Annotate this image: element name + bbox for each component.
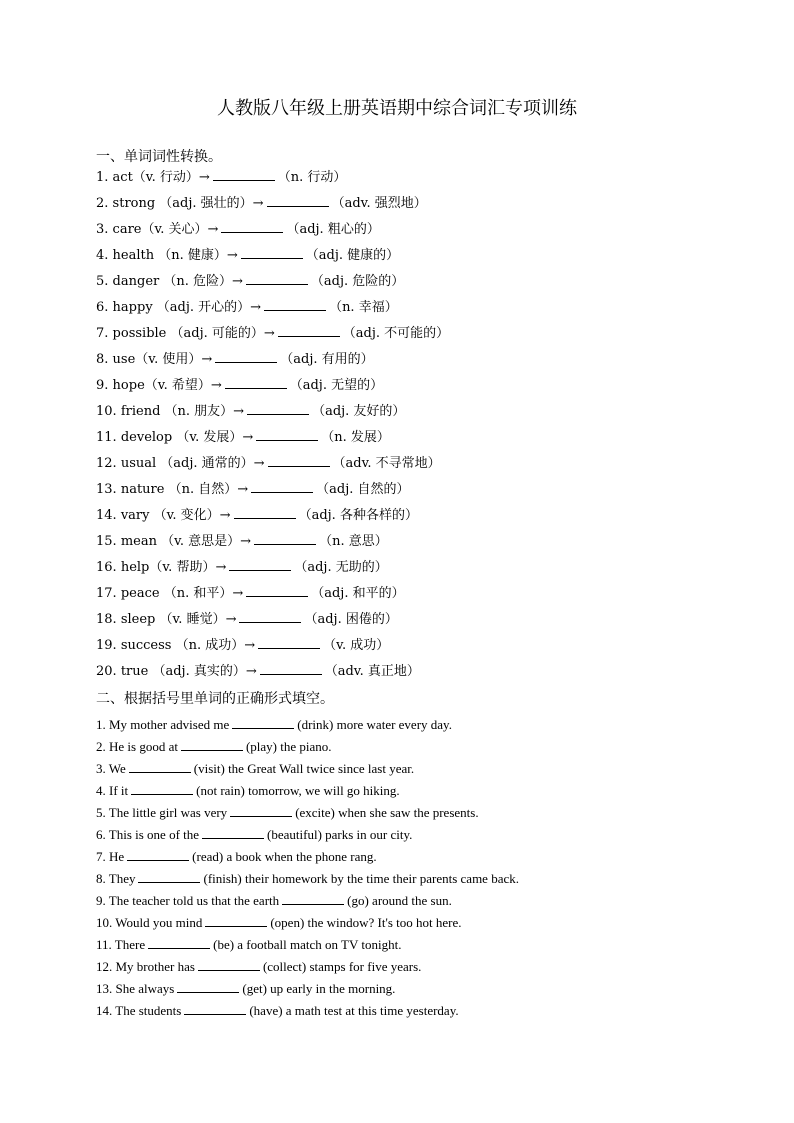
item-hint: （adj. 有用的） [280, 352, 374, 367]
answer-blank[interactable] [254, 530, 316, 545]
item-prompt: The students [115, 1003, 182, 1018]
list-item [96, 956, 519, 978]
list-item [96, 802, 519, 824]
item-prompt: happy （adj. 开心的）→ [112, 300, 262, 315]
item-prompt: He [109, 849, 125, 864]
answer-blank[interactable] [181, 736, 243, 751]
item-hint: (get) up early in the morning. [242, 981, 396, 996]
item-number: 1. [96, 170, 109, 185]
item-number: 14. [96, 508, 117, 523]
item-hint: （adv. 强烈地） [331, 196, 427, 211]
list-item [96, 503, 449, 529]
item-number: 10. [96, 404, 117, 419]
item-number: 16. [96, 560, 117, 575]
item-hint: （n. 意思） [319, 534, 388, 549]
item-hint: (collect) stamps for five years. [262, 959, 422, 974]
list-item [96, 1000, 519, 1022]
answer-blank[interactable] [260, 660, 322, 675]
answer-blank[interactable] [138, 868, 200, 883]
item-prompt: friend （n. 朋友）→ [120, 404, 245, 419]
item-hint: (drink) more water every day. [297, 717, 452, 732]
item-prompt: He is good at [109, 739, 178, 754]
item-number: 12. [96, 456, 117, 471]
answer-blank[interactable] [225, 374, 287, 389]
item-number: 7. [96, 326, 109, 341]
answer-blank[interactable] [256, 426, 318, 441]
item-hint: （n. 行动） [277, 170, 347, 185]
list-item [96, 758, 519, 780]
item-prompt: health （n. 健康）→ [112, 248, 238, 263]
item-prompt: This is one of the [108, 827, 200, 842]
item-number: 13. [96, 482, 117, 497]
answer-blank[interactable] [232, 714, 294, 729]
item-number: 3. [96, 222, 109, 237]
answer-blank[interactable] [229, 556, 291, 571]
item-hint: （adv. 真正地） [324, 664, 420, 679]
list-item [96, 824, 519, 846]
item-hint: （adj. 粗心的） [286, 222, 380, 237]
answer-blank[interactable] [148, 934, 210, 949]
answer-blank[interactable] [246, 270, 308, 285]
item-number: 5. [96, 805, 106, 820]
item-prompt: They [108, 871, 136, 886]
item-prompt: true （adj. 真实的）→ [120, 664, 257, 679]
list-item [96, 399, 449, 425]
list-item [96, 714, 519, 736]
item-prompt: My mother advised me [109, 717, 230, 732]
answer-blank[interactable] [268, 452, 330, 467]
list-item [96, 934, 519, 956]
item-hint: (play) the piano. [245, 739, 332, 754]
item-prompt: peace （n. 和平）→ [120, 586, 244, 601]
list-item [96, 347, 449, 373]
answer-blank[interactable] [278, 322, 340, 337]
item-hint: （adj. 和平的） [311, 586, 405, 601]
list-item [96, 191, 449, 217]
answer-blank[interactable] [177, 978, 239, 993]
list-item [96, 451, 449, 477]
answer-blank[interactable] [264, 296, 326, 311]
item-hint: （adj. 无助的） [294, 560, 388, 575]
list-item [96, 978, 519, 1000]
list-item [96, 846, 519, 868]
answer-blank[interactable] [247, 400, 309, 415]
item-prompt: Would you mind [115, 915, 203, 930]
item-prompt: act（v. 行动）→ [112, 170, 210, 185]
section2-heading: 二、根据括号里单词的正确形式填空。 [96, 691, 334, 707]
list-item [96, 581, 449, 607]
item-hint: （adj. 各种各样的） [298, 508, 418, 523]
item-hint: (beautiful) parks in our city. [267, 827, 413, 842]
answer-blank[interactable] [198, 956, 260, 971]
item-number: 10. [96, 915, 113, 930]
item-number: 13. [96, 981, 113, 996]
answer-blank[interactable] [251, 478, 313, 493]
answer-blank[interactable] [205, 912, 267, 927]
item-prompt: danger （n. 危险）→ [112, 274, 243, 289]
list-item [96, 890, 519, 912]
list-item [96, 736, 519, 758]
item-hint: （adj. 健康的） [305, 248, 400, 263]
item-number: 6. [96, 300, 109, 315]
item-hint: (open) the window? It's too hot here. [270, 915, 462, 930]
item-hint: （adj. 无望的） [289, 378, 384, 393]
answer-blank[interactable] [282, 890, 344, 905]
item-number: 2. [96, 196, 109, 211]
item-number: 7. [96, 849, 106, 864]
item-hint: （adj. 自然的） [316, 482, 410, 497]
item-hint: （adj. 危险的） [310, 274, 405, 289]
item-prompt: If it [109, 783, 129, 798]
item-hint: (read) a book when the phone rang. [192, 849, 377, 864]
item-number: 8. [96, 871, 106, 886]
item-hint: （adj. 不可能的） [342, 326, 450, 341]
list-item [96, 912, 519, 934]
item-prompt: There [114, 937, 146, 952]
item-prompt: develop （v. 发展）→ [120, 430, 254, 445]
answer-blank[interactable] [258, 634, 320, 649]
item-hint: (be) a football match on TV tonight. [213, 937, 402, 952]
item-hint: (go) around the sun. [347, 893, 452, 908]
item-number: 15. [96, 534, 117, 549]
list-item [96, 425, 449, 451]
item-prompt: The teacher told us that the earth [108, 893, 280, 908]
list-item [96, 243, 449, 269]
answer-blank[interactable] [131, 780, 193, 795]
section1-list [96, 165, 449, 685]
item-hint: （n. 幸福） [329, 300, 398, 315]
item-hint: （v. 成功） [323, 638, 390, 653]
item-hint: （adj. 困倦的） [304, 612, 398, 627]
item-prompt: success （n. 成功）→ [120, 638, 256, 653]
answer-blank[interactable] [241, 244, 303, 259]
page-title: 人教版八年级上册英语期中综合词汇专项训练 [217, 98, 577, 119]
item-number: 9. [96, 378, 109, 393]
item-number: 6. [96, 827, 106, 842]
list-item [96, 868, 519, 890]
answer-blank[interactable] [267, 192, 329, 207]
list-item [96, 633, 449, 659]
item-number: 8. [96, 352, 109, 367]
answer-blank[interactable] [221, 218, 283, 233]
item-number: 14. [96, 1003, 113, 1018]
item-prompt: She always [115, 981, 175, 996]
item-hint: （adv. 不寻常地） [332, 456, 441, 471]
answer-blank[interactable] [246, 582, 308, 597]
answer-blank[interactable] [202, 824, 264, 839]
list-item [96, 659, 449, 685]
item-number: 19. [96, 638, 117, 653]
item-hint: （adj. 友好的） [312, 404, 406, 419]
list-item [96, 477, 449, 503]
item-prompt: My brother has [115, 959, 195, 974]
list-item [96, 295, 449, 321]
item-number: 4. [96, 248, 109, 263]
item-prompt: use（v. 使用）→ [112, 352, 213, 367]
item-prompt: sleep （v. 睡觉）→ [120, 612, 237, 627]
answer-blank[interactable] [127, 846, 189, 861]
list-item [96, 607, 449, 633]
item-hint: (finish) their homework by the time their parents came back. [203, 871, 519, 886]
item-number: 11. [96, 937, 112, 952]
item-number: 5. [96, 274, 109, 289]
item-hint: (excite) when she saw the presents. [295, 805, 479, 820]
answer-blank[interactable] [239, 608, 301, 623]
item-prompt: mean （v. 意思是）→ [120, 534, 252, 549]
item-number: 12. [96, 959, 113, 974]
item-hint: (not rain) tomorrow, we will go hiking. [196, 783, 400, 798]
item-number: 2. [96, 739, 106, 754]
item-prompt: possible （adj. 可能的）→ [112, 326, 275, 341]
item-hint: （n. 发展） [321, 430, 390, 445]
list-item [96, 217, 449, 243]
item-number: 9. [96, 893, 106, 908]
answer-blank[interactable] [213, 166, 275, 181]
item-prompt: We [108, 761, 126, 776]
list-item [96, 373, 449, 399]
answer-blank[interactable] [215, 348, 277, 363]
list-item [96, 529, 449, 555]
item-prompt: hope（v. 希望）→ [112, 378, 222, 393]
item-prompt: vary （v. 变化）→ [120, 508, 231, 523]
list-item [96, 780, 519, 802]
item-number: 17. [96, 586, 117, 601]
section1-heading: 一、单词词性转换。 [96, 149, 222, 165]
answer-blank[interactable] [230, 802, 292, 817]
item-number: 18. [96, 612, 117, 627]
item-number: 11. [96, 430, 117, 445]
item-number: 3. [96, 761, 106, 776]
item-number: 4. [96, 783, 106, 798]
item-number: 1. [96, 717, 106, 732]
item-prompt: strong （adj. 强壮的）→ [112, 196, 264, 211]
list-item [96, 321, 449, 347]
item-prompt: care（v. 关心）→ [112, 222, 219, 237]
item-prompt: help（v. 帮助）→ [120, 560, 227, 575]
item-prompt: usual （adj. 通常的）→ [120, 456, 265, 471]
list-item [96, 165, 449, 191]
answer-blank[interactable] [129, 758, 191, 773]
item-number: 20. [96, 664, 117, 679]
list-item [96, 555, 449, 581]
section2-list [96, 714, 519, 1022]
list-item [96, 269, 449, 295]
item-prompt: The little girl was very [108, 805, 228, 820]
item-hint: (visit) the Great Wall twice since last year. [193, 761, 415, 776]
item-prompt: nature （n. 自然）→ [120, 482, 249, 497]
answer-blank[interactable] [234, 504, 296, 519]
item-hint: (have) a math test at this time yesterday. [249, 1003, 459, 1018]
answer-blank[interactable] [184, 1000, 246, 1015]
